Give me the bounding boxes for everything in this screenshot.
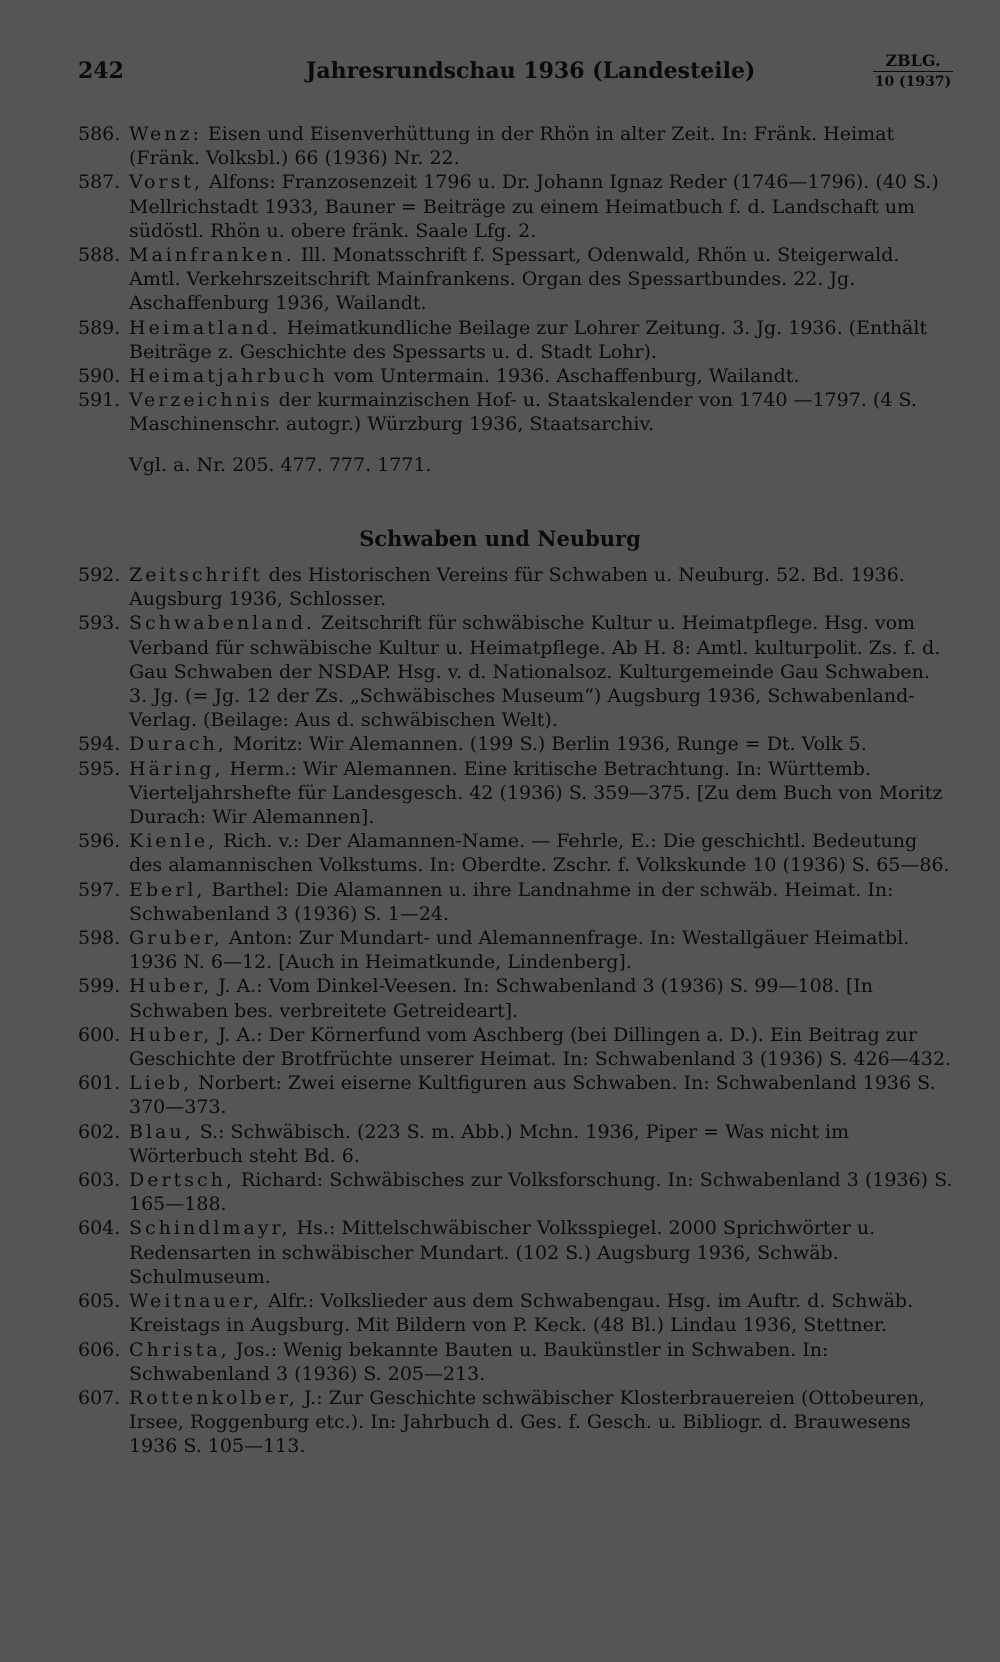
entry-number: 597. <box>78 878 121 901</box>
entry-number: 587. <box>78 171 121 194</box>
bibliography-entry <box>78 878 953 926</box>
entry-text: Zeitschrift für schwäbische Kultur u. Heimatpflege. Hsg. vom Verband für schwäbische Kultur u. Heimatpflege. Ab H. 8: Amtl. kulturpolit. Zs. f. d. Gau Schwaben der NSDAP. Hsg. v. d. Nationalsoz. Kulturgemeinde Gau Schwaben. 3. Jg. (= Jg. 12 der Zs. „Schwäbisches Museum“) Augsburg 1936, Schwabenland-Verlag. (Beilage: Aus d. schwäbischen Welt). <box>129 612 941 732</box>
bibliography-entry <box>78 1386 953 1459</box>
running-title: Jahresrundschau 1936 (Landesteile) <box>306 58 756 84</box>
entry-text: Rich. v.: Der Alamannen-Name. — Fehrle, E.: Die geschichtl. Bedeutung des alamannischen Volkstums. In: Oberdte. Zschr. f. Volkskunde 10 (1936) S. 65—86. <box>129 830 950 877</box>
entry-text: Alfons: Franzosenzeit 1796 u. Dr. Johann Ignaz Reder (1746—1796). (40 S.) Mellrichstadt 1933, Bauner = Beiträge zu einem Heimatbuch f. d. Landschaft um südöstl. Rhön u. obere fränk. Saale Lfg. 2. <box>129 171 939 242</box>
bibliography-entry <box>78 611 953 732</box>
entry-text: Richard: Schwäbisches zur Volksforschung. In: Schwabenland 3 (1936) S. 165—188. <box>129 1169 953 1216</box>
bibliography-entry <box>78 1120 953 1168</box>
entry-text: Alfr.: Volkslieder aus dem Schwabengau. Hsg. im Auftr. d. Schwäb. Kreistags in Augsburg. Mit Bildern von P. Keck. (48 Bl.) Lindau 1936, Stettner. <box>129 1290 914 1337</box>
entry-number: 600. <box>78 1023 121 1046</box>
entry-number: 588. <box>78 244 121 267</box>
bibliography-entry <box>78 1338 953 1386</box>
entry-number: 591. <box>78 389 121 412</box>
entry-author: Vorst, <box>129 171 203 194</box>
entry-author: Christa, <box>129 1338 230 1361</box>
entry-author: Gruber, <box>129 927 223 950</box>
bibliography-entry <box>78 1216 953 1289</box>
page-number: 242 <box>78 58 124 84</box>
entry-number: 593. <box>78 612 121 635</box>
entry-text: der kurmainzischen Hof- u. Staatskalender von 1740 —1797. (4 S. Maschinenschr. autogr.) Würzburg 1936, Staatsarchiv. <box>129 389 917 436</box>
entry-author: Kienle, <box>129 830 218 853</box>
entry-number: 602. <box>78 1120 121 1143</box>
entry-number: 596. <box>78 830 121 853</box>
bibliography-entry <box>78 974 953 1022</box>
entry-author: Rottenkolber, <box>129 1386 298 1409</box>
journal-reference <box>873 52 953 91</box>
entry-author: Heimatjahrbuch <box>129 365 328 388</box>
entry-text: Heimatkundliche Beilage zur Lohrer Zeitung. 3. Jg. 1936. (Enthält Beiträge z. Geschichte des Spessarts u. d. Stadt Lohr). <box>129 316 928 363</box>
bibliography-entry <box>78 388 953 436</box>
entry-number: 595. <box>78 757 121 780</box>
entry-text: Barthel: Die Alamannen u. ihre Landnahme in der schwäb. Heimat. In: Schwabenland 3 (1936) S. 1—24. <box>129 878 894 925</box>
entry-number: 607. <box>78 1386 121 1409</box>
entry-number: 606. <box>78 1338 121 1361</box>
bibliography-entry <box>78 757 953 830</box>
entry-text: J.: Zur Geschichte schwäbischer Klosterbrauereien (Ottobeuren, Irsee, Roggenburg etc.). In: Jahrbuch d. Ges. f. Gesch. u. Bibliogr. d. Brauwesens 1936 S. 105—113. <box>129 1386 925 1458</box>
entry-author: Wenz: <box>129 123 202 145</box>
bibliography-entry <box>78 243 953 316</box>
entry-text: J. A.: Vom Dinkel-Veesen. In: Schwabenland 3 (1936) S. 99—108. [In Schwaben bes. verbreitete Getreideart]. <box>129 975 873 1022</box>
bibliography-entry <box>78 1023 953 1071</box>
bibliography-entry <box>78 732 953 756</box>
entry-author: Huber, <box>129 1023 213 1046</box>
bibliography-entry <box>78 316 953 364</box>
entry-number: 592. <box>78 564 121 586</box>
entry-author: Lieb, <box>129 1072 193 1095</box>
entry-number: 594. <box>78 733 121 756</box>
entry-author: Huber, <box>129 975 213 998</box>
entry-number: 589. <box>78 316 121 339</box>
entry-author: Heimatland. <box>129 316 281 339</box>
bibliography-entry <box>78 122 953 170</box>
entry-text: Herm.: Wir Alemannen. Eine kritische Betrachtung. In: Württemb. Vierteljahrshefte für Landesgesch. 42 (1936) S. 359—375. [Zu dem Buch von Moritz Durach: Wir Alemannen]. <box>129 757 943 829</box>
entry-number: 598. <box>78 927 121 950</box>
entry-author: Häring, <box>129 757 224 780</box>
entries-block-franken <box>78 122 953 437</box>
entry-text: des Historischen Vereins für Schwaben u. Neuburg. 52. Bd. 1936. Augsburg 1936, Schlosser. <box>129 564 905 611</box>
bibliography-entry <box>78 926 953 974</box>
bibliography-entry <box>78 829 953 877</box>
entry-number: 604. <box>78 1217 121 1240</box>
entry-author: Blau, <box>129 1120 194 1143</box>
bibliography-entry <box>78 1071 953 1119</box>
entry-text: Norbert: Zwei eiserne Kultfiguren aus Schwaben. In: Schwabenland 1936 S. 370—373. <box>129 1072 936 1119</box>
entry-text: J. A.: Der Körnerfund vom Aschberg (bei Dillingen a. D.). Ein Beitrag zur Geschichte der Brotfrüchte unserer Heimat. In: Schwabenland 3 (1936) S. 426—432. <box>129 1023 952 1071</box>
section-heading: Schwaben und Neuburg <box>359 526 641 551</box>
entry-text: Moritz: Wir Alemannen. (199 S.) Berlin 1936, Runge = Dt. Volk 5. <box>226 733 867 756</box>
entry-number: 603. <box>78 1169 121 1192</box>
entry-author: Weitnauer, <box>129 1290 263 1313</box>
entry-author: Durach, <box>129 733 227 756</box>
bibliography-entry <box>78 364 953 388</box>
cross-reference: Vgl. a. Nr. 205. 477. 777. 1771. <box>129 454 432 476</box>
entry-author: Dertsch, <box>129 1169 235 1192</box>
entry-text: S.: Schwäbisch. (223 S. m. Abb.) Mchn. 1936, Piper = Was nicht im Wörterbuch steht Bd. 6. <box>129 1120 850 1167</box>
bibliography-entry <box>78 1168 953 1216</box>
journal-volume: 10 (1937) <box>874 74 952 90</box>
entry-author: Mainfranken. <box>129 244 295 267</box>
entry-author: Schwabenland. <box>129 612 315 635</box>
entry-text: Jos.: Wenig bekannte Bauten u. Baukünstler in Schwaben. In: Schwabenland 3 (1936) S. 205—213. <box>129 1338 829 1385</box>
journal-abbrev: ZBLG. <box>873 52 953 72</box>
bibliography-entry <box>78 1289 953 1337</box>
entry-text: Eisen und Eisenverhüttung in der Rhön in alter Zeit. In: Fränk. Heimat (Fränk. Volksbl.) 66 (1936) Nr. 22. <box>129 123 895 170</box>
entries-block-schwaben <box>78 563 953 1459</box>
entry-author: Verzeichnis <box>129 389 273 412</box>
entry-author: Zeitschrift <box>129 564 263 586</box>
bibliography-entry <box>78 563 953 611</box>
entry-number: 586. <box>78 123 121 145</box>
entry-text: Hs.: Mittelschwäbischer Volksspiegel. 2000 Sprichwörter u. Redensarten in schwäbischer Mundart. (102 S.) Augsburg 1936, Schwäb. Schulmuseum. <box>129 1217 876 1288</box>
bibliography-entry <box>78 170 953 243</box>
entry-text: Ill. Monatsschrift f. Spessart, Odenwald, Rhön u. Steigerwald. Amtl. Verkehrszeitschrift Mainfrankens. Organ des Spessartbundes. 22. Jg. Aschaffenburg 1936, Wailandt. <box>129 244 900 315</box>
entry-number: 599. <box>78 975 121 998</box>
entry-number: 590. <box>78 365 121 388</box>
entry-text: Anton: Zur Mundart- und Alemannenfrage. In: Westallgäuer Heimatbl. 1936 N. 6—12. [Auch in Heimatkunde, Lindenberg]. <box>129 927 910 974</box>
entry-number: 605. <box>78 1290 121 1313</box>
entry-text: vom Untermain. 1936. Aschaffenburg, Wailandt. <box>327 365 800 388</box>
entry-number: 601. <box>78 1072 121 1095</box>
entry-author: Schindlmayr, <box>129 1217 291 1240</box>
page-header <box>78 52 953 97</box>
entry-author: Eberl, <box>129 878 206 901</box>
